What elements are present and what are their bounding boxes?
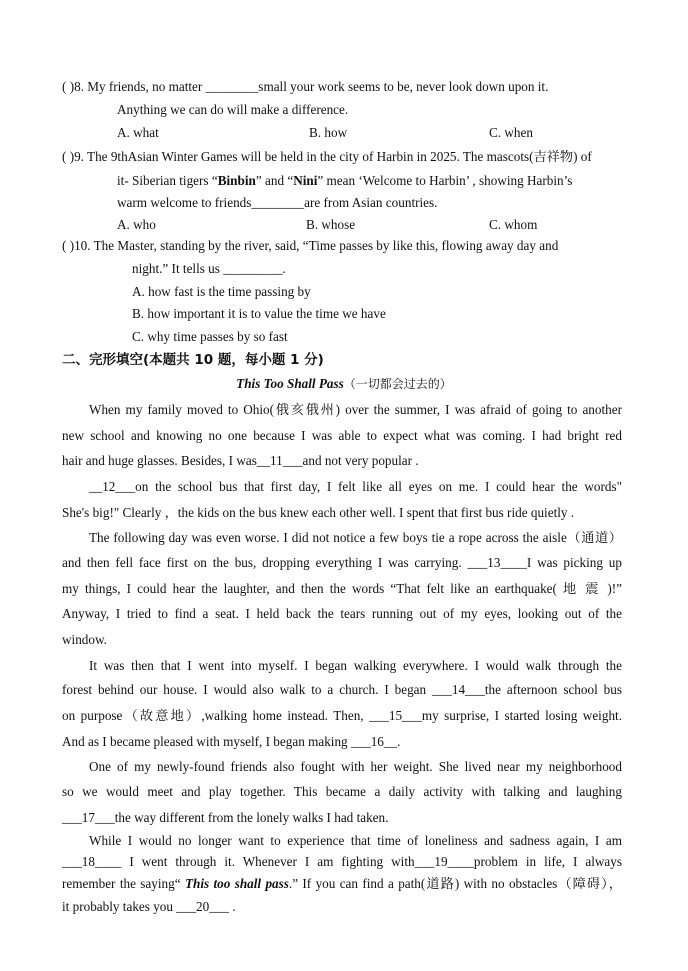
question-8-stem: ( )8. My friends, no matter ________small your work seems to be, never look down upon it.	[62, 79, 549, 94]
passage-line: Anyway, I tried to find a seat. I held back the tears running out of my eyes, looking out of the	[62, 606, 622, 621]
question-9-stem: ( )9. The 9thAsian Winter Games will be held in the city of Harbin in 2025. The mascots(吉祥物) of	[62, 149, 592, 164]
question-10-option-c: C. why time passes by so fast	[132, 329, 288, 344]
passage-line: While I would no longer want to experience that time of loneliness and sadness again, I am	[89, 833, 622, 848]
passage-line: One of my newly-found friends also fought with her weight. She lived near my neighborhood	[89, 759, 622, 774]
passage-line: my things, I could hear the laughter, and then the words “That felt like an earthquake( 地 震 )!”	[62, 581, 622, 596]
passage-line: It was then that I went into myself. I began walking everywhere. I would walk through the	[89, 658, 622, 673]
passage-line: ___17___the way different from the lonely walks I had taken.	[62, 810, 389, 825]
passage-line: forest behind our house. I would also walk to a church. I began ___14___the afternoon school bus	[62, 682, 622, 697]
question-9-option-b: B. whose	[306, 217, 356, 232]
passage-line: window.	[62, 632, 107, 647]
passage-line: The following day was even worse. I did not notice a few boys tie a rope across the aisle（通道）	[89, 530, 622, 545]
question-8-stem-continued: Anything we can do will make a difference.	[117, 102, 349, 117]
question-10-stem: ( )10. The Master, standing by the river, said, “Time passes by like this, flowing away day and	[62, 238, 559, 253]
question-10-stem-continued: night.” It tells us _________.	[132, 261, 286, 276]
passage-line: She's big!" Clearly ，the kids on the bus knew each other well. I spent that first bus ride quietly .	[62, 505, 575, 520]
question-9-option-c: C. whom	[489, 217, 538, 232]
passage-line: new school and knowing no one because I was able to expect what was coming. I had bright red	[62, 428, 622, 443]
question-9-stem-line3: warm welcome to friends________are from Asian countries.	[117, 195, 438, 210]
passage-line: hair and huge glasses. Besides, I was__11___and not very popular .	[62, 453, 419, 468]
question-9-option-a: A. who	[117, 217, 156, 232]
question-8-option-b: B. how	[309, 125, 348, 140]
passage-line: on purpose（故意地）,walking home instead. Then, ___15___my surprise, I started losing weight.	[62, 708, 622, 723]
question-10-option-a: A. how fast is the time passing by	[132, 284, 311, 299]
question-9-stem-line2: it- Siberian tigers “Binbin” and “Nini” mean ‘Welcome to Harbin’ , showing Harbin’s	[117, 173, 573, 188]
question-8-option-a: A. what	[117, 125, 159, 140]
passage-line: ___18____ I went through it. Whenever I am fighting with___19____problem in life, I always	[62, 854, 622, 869]
question-10-option-b: B. how important it is to value the time we have	[132, 306, 386, 321]
passage-line: it probably takes you ___20___ .	[62, 899, 236, 914]
passage-line: and then fell face first on the bus, dropping everything I was carrying. ___13____I was picking up	[62, 555, 622, 570]
passage-line: so we would meet and play together. This became a daily activity with talking and laughing	[62, 784, 622, 799]
passage-line-saying: remember the saying“ This too shall pass.” If you can find a path(道路) with no obstacles（障碍），	[62, 876, 622, 891]
section-heading: 二、完形填空(本题共 10 题，每小题 1 分)	[62, 352, 324, 368]
passage-title: This Too Shall Pass（一切都会过去的）	[236, 376, 452, 391]
passage-line: When my family moved to Ohio(俄亥俄州) over the summer, I was afraid of going to another	[89, 402, 622, 417]
passage-line: And as I became pleased with myself, I began making ___16__.	[62, 734, 401, 749]
question-8-option-c: C. when	[489, 125, 533, 140]
passage-line: __12___on the school bus that first day, I felt like all eyes on me. I could hear the words"	[89, 479, 622, 494]
